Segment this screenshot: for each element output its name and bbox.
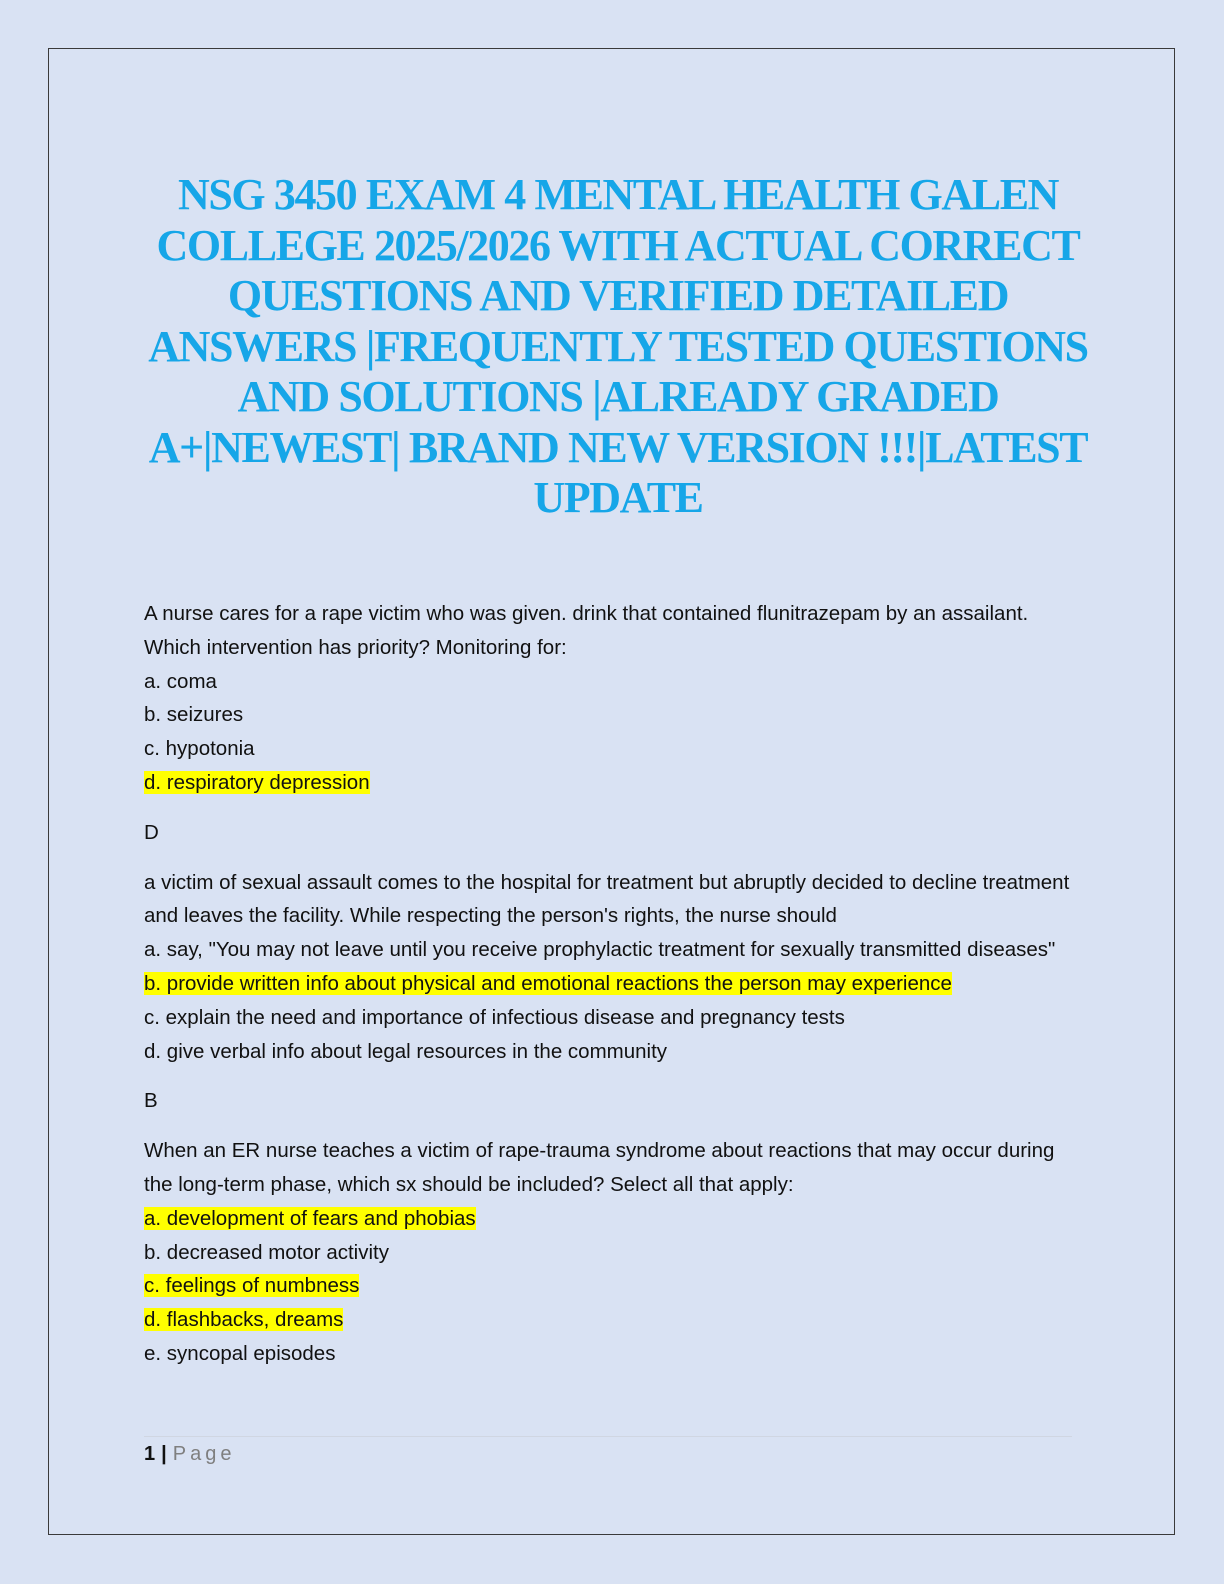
option-a: a. coma bbox=[144, 669, 217, 693]
option-c bbox=[144, 1269, 1084, 1303]
option-b: b. decreased motor activity bbox=[144, 1240, 389, 1264]
footer-divider bbox=[144, 1436, 1072, 1437]
document-title: NSG 3450 EXAM 4 MENTAL HEALTH GALEN COLLEGE 2025/2026 WITH ACTUAL CORRECT QUESTIONS AND VERIFIED DETAILED ANSWERS |FREQUENTLY TESTED QUESTIONS AND SOLUTIONS |ALREADY GRADED A+|NEWEST| BRAND NEW VERSION !!!|LATEST UPDATE bbox=[148, 170, 1088, 522]
option-b bbox=[144, 967, 1084, 1001]
question-block bbox=[144, 1134, 1084, 1371]
highlighted-answer: b. provide written info about physical and emotional reactions the person may experience bbox=[144, 971, 952, 995]
option-d bbox=[144, 1303, 1084, 1337]
option-e: e. syncopal episodes bbox=[144, 1341, 336, 1365]
option-a: a. say, "You may not leave until you receive prophylactic treatment for sexually transmitted diseases" bbox=[144, 938, 1056, 962]
option-c: c. hypotonia bbox=[144, 737, 255, 761]
highlighted-answer: a. development of fears and phobias bbox=[144, 1206, 476, 1230]
page-label: Page bbox=[172, 1443, 236, 1465]
question-stem: a victim of sexual assault comes to the hospital for treatment but abruptly decided to decline treatment and leaves the facility. While respecting the person's rights, the nurse should bbox=[144, 870, 1070, 928]
answer-key: D bbox=[144, 820, 159, 844]
document-body bbox=[144, 597, 1084, 1371]
highlighted-answer: d. respiratory depression bbox=[144, 770, 370, 794]
highlighted-answer: c. feelings of numbness bbox=[144, 1274, 360, 1298]
option-b: b. seizures bbox=[144, 703, 244, 727]
footer-separator: | bbox=[161, 1443, 167, 1465]
option-c: c. explain the need and importance of infectious disease and pregnancy tests bbox=[144, 1005, 845, 1029]
answer-key: B bbox=[144, 1089, 158, 1113]
question-stem: When an ER nurse teaches a victim of rape-trauma syndrome about reactions that may occur during the long-term phase, which sx should be included? Select all that apply: bbox=[144, 1139, 1055, 1196]
option-d bbox=[144, 766, 1084, 800]
page-number: 1 bbox=[144, 1443, 156, 1465]
page-footer bbox=[144, 1440, 235, 1468]
option-d: d. give verbal info about legal resources in the community bbox=[144, 1039, 668, 1063]
question-block bbox=[144, 597, 1084, 850]
question-stem: A nurse cares for a rape victim who was given. drink that contained flunitrazepam by an assailant. Which intervention has priority? Monitoring for: bbox=[144, 602, 1029, 659]
question-block bbox=[144, 866, 1084, 1119]
highlighted-answer: d. flashbacks, dreams bbox=[144, 1308, 344, 1332]
option-a bbox=[144, 1202, 1084, 1236]
